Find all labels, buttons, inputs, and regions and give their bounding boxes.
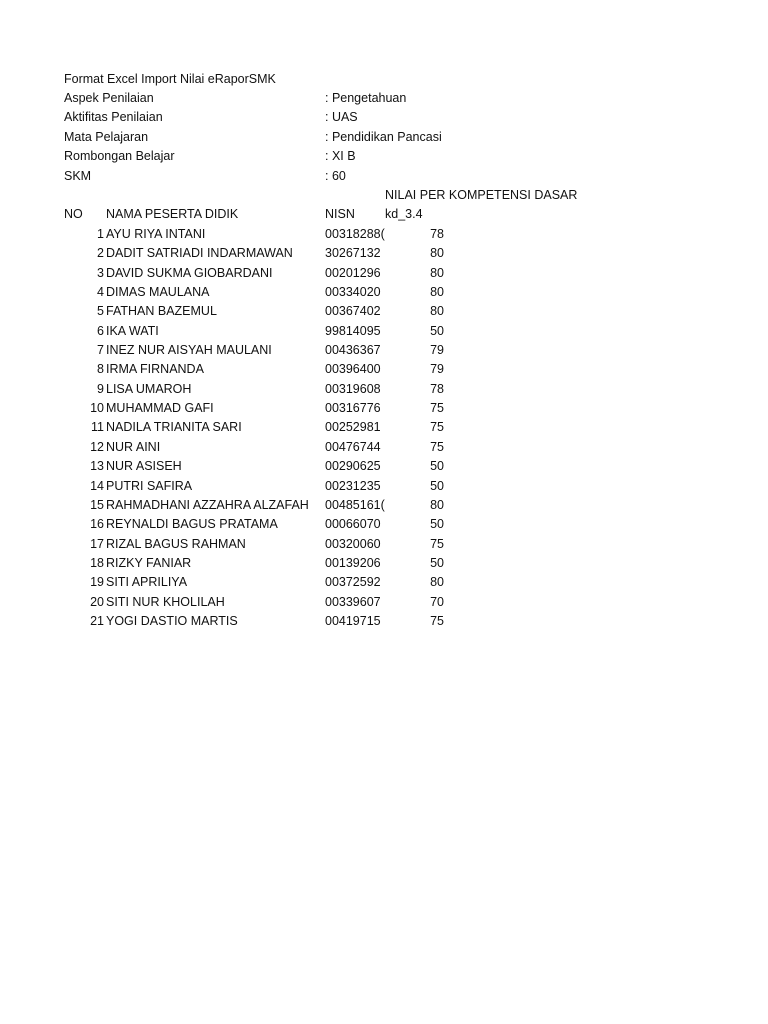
aspek-penilaian-label: Aspek Penilaian — [64, 91, 154, 105]
table-row — [0, 341, 768, 360]
student-name: IRMA FIRNANDA — [106, 362, 204, 376]
student-nisn: 00319608 — [325, 382, 381, 396]
table-row — [0, 322, 768, 341]
column-header-nisn: NISN — [325, 207, 355, 221]
student-name: FATHAN BAZEMUL — [106, 304, 217, 318]
student-nisn: 00066070 — [325, 517, 381, 531]
table-row — [0, 457, 768, 476]
student-name: NUR AINI — [106, 440, 161, 454]
student-no: 10 — [90, 401, 104, 415]
student-nisn: 00372592 — [325, 575, 381, 589]
rombongan-belajar-label: Rombongan Belajar — [64, 149, 175, 163]
table-row — [0, 302, 768, 321]
student-name: AYU RIYA INTANI — [106, 227, 206, 241]
student-nisn: 00339607 — [325, 595, 381, 609]
student-no: 16 — [90, 517, 104, 531]
student-score: 70 — [430, 595, 444, 609]
table-row — [0, 515, 768, 534]
column-header-no: NO — [64, 207, 83, 221]
table-row — [0, 535, 768, 554]
student-nisn: 00476744 — [325, 440, 381, 454]
student-name: RAHMADHANI AZZAHRA ALZAFAH — [106, 498, 309, 512]
student-name: DIMAS MAULANA — [106, 285, 210, 299]
mata-pelajaran-value: : Pendidikan Pancasi — [325, 130, 442, 144]
table-row — [0, 225, 768, 244]
student-nisn: 00316776 — [325, 401, 381, 415]
student-score: 80 — [430, 498, 444, 512]
table-row — [0, 264, 768, 283]
table-row — [0, 554, 768, 573]
table-row — [0, 438, 768, 457]
student-nisn: 00436367 — [325, 343, 381, 357]
student-score: 75 — [430, 440, 444, 454]
student-name: MUHAMMAD GAFI — [106, 401, 214, 415]
student-no: 6 — [97, 324, 104, 338]
student-no: 12 — [90, 440, 104, 454]
student-name: IKA WATI — [106, 324, 159, 338]
student-no: 3 — [97, 266, 104, 280]
table-row — [0, 244, 768, 263]
student-score: 50 — [430, 479, 444, 493]
student-score: 78 — [430, 382, 444, 396]
student-nisn: 00485161( — [325, 498, 385, 512]
student-no: 5 — [97, 304, 104, 318]
student-name: YOGI DASTIO MARTIS — [106, 614, 238, 628]
aktifitas-penilaian-value: : UAS — [325, 110, 358, 124]
student-no: 7 — [97, 343, 104, 357]
student-score: 50 — [430, 517, 444, 531]
student-score: 79 — [430, 343, 444, 357]
student-name: RIZAL BAGUS RAHMAN — [106, 537, 246, 551]
student-score: 80 — [430, 575, 444, 589]
student-no: 15 — [90, 498, 104, 512]
student-no: 14 — [90, 479, 104, 493]
mata-pelajaran-label: Mata Pelajaran — [64, 130, 149, 144]
student-name: INEZ NUR AISYAH MAULANI — [106, 343, 272, 357]
student-score: 75 — [430, 401, 444, 415]
student-no: 18 — [90, 556, 104, 570]
student-name: PUTRI SAFIRA — [106, 479, 193, 493]
student-nisn: 00334020 — [325, 285, 381, 299]
student-score: 80 — [430, 246, 444, 260]
table-row — [0, 496, 768, 515]
table-row — [0, 380, 768, 399]
table-row — [0, 477, 768, 496]
student-no: 9 — [97, 382, 104, 396]
table-row — [0, 573, 768, 592]
student-no: 4 — [97, 285, 104, 299]
student-nisn: 30267132 — [325, 246, 381, 260]
student-no: 2 — [97, 246, 104, 260]
student-name: DAVID SUKMA GIOBARDANI — [106, 266, 273, 280]
aktifitas-penilaian-label: Aktifitas Penilaian — [64, 110, 163, 124]
student-name: RIZKY FANIAR — [106, 556, 192, 570]
table-row — [0, 399, 768, 418]
student-nisn: 00396400 — [325, 362, 381, 376]
student-name: SITI NUR KHOLILAH — [106, 595, 225, 609]
rombongan-belajar-value: : XI B — [325, 149, 356, 163]
skm-value: : 60 — [325, 169, 346, 183]
student-nisn: 00252981 — [325, 420, 381, 434]
student-nisn: 00318288( — [325, 227, 385, 241]
skm-label: SKM — [64, 169, 92, 183]
student-score: 80 — [430, 285, 444, 299]
student-no: 21 — [90, 614, 104, 628]
student-nisn: 00367402 — [325, 304, 381, 318]
student-nisn: 00290625 — [325, 459, 381, 473]
table-row — [0, 360, 768, 379]
student-no: 13 — [90, 459, 104, 473]
student-score: 79 — [430, 362, 444, 376]
table-row — [0, 612, 768, 631]
student-name: LISA UMAROH — [106, 382, 192, 396]
aspek-penilaian-value: : Pengetahuan — [325, 91, 407, 105]
student-no: 19 — [90, 575, 104, 589]
student-no: 8 — [97, 362, 104, 376]
student-nisn: 99814095 — [325, 324, 381, 338]
student-score: 75 — [430, 614, 444, 628]
student-nisn: 00231235 — [325, 479, 381, 493]
table-row — [0, 283, 768, 302]
student-nisn: 00419715 — [325, 614, 381, 628]
student-nisn: 00139206 — [325, 556, 381, 570]
table-row — [0, 593, 768, 612]
student-score: 50 — [430, 324, 444, 338]
column-header-kd: kd_3.4 — [385, 207, 423, 221]
student-score: 75 — [430, 537, 444, 551]
column-header-name: NAMA PESERTA DIDIK — [106, 207, 239, 221]
student-no: 20 — [90, 595, 104, 609]
student-name: DADIT SATRIADI INDARMAWAN — [106, 246, 293, 260]
student-score: 75 — [430, 420, 444, 434]
student-name: REYNALDI BAGUS PRATAMA — [106, 517, 278, 531]
student-no: 11 — [91, 420, 104, 434]
student-nisn: 00201296 — [325, 266, 381, 280]
student-name: NUR ASISEH — [106, 459, 182, 473]
student-no: 1 — [97, 227, 104, 241]
table-row — [0, 418, 768, 437]
student-score: 80 — [430, 266, 444, 280]
student-name: SITI APRILIYA — [106, 575, 188, 589]
document-title: Format Excel Import Nilai eRaporSMK — [64, 72, 276, 86]
student-name: NADILA TRIANITA SARI — [106, 420, 242, 434]
student-nisn: 00320060 — [325, 537, 381, 551]
student-score: 50 — [430, 556, 444, 570]
student-score: 78 — [430, 227, 444, 241]
student-score: 50 — [430, 459, 444, 473]
student-no: 17 — [90, 537, 104, 551]
kd-section-title: NILAI PER KOMPETENSI DASAR — [385, 188, 578, 202]
student-score: 80 — [430, 304, 444, 318]
